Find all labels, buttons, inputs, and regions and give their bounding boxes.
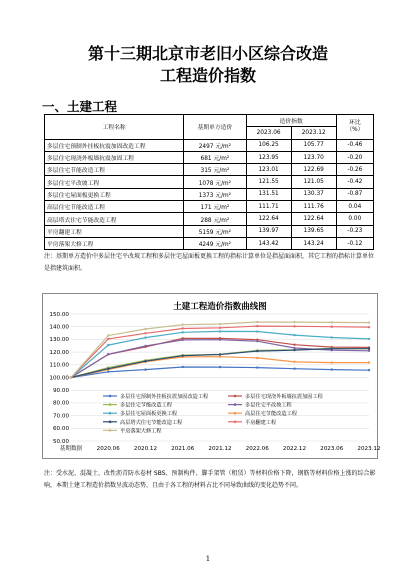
data-point [331,326,333,328]
row-change: -0.87 [336,188,373,200]
data-point [256,321,258,323]
data-point [368,369,370,371]
row-unit-price: 5159 元/m² [184,225,246,237]
table-row [45,225,374,237]
row-name: 多层住宅现浇外板墙抗震加固工程 [45,151,184,163]
y-tick-label: 150.00 [49,311,69,318]
row-index-period-2: 122.69 [291,164,336,176]
data-point [219,327,221,329]
row-unit-price: 4249 元/m² [184,237,246,249]
row-change: -0.20 [336,151,373,163]
row-name: 多层住宅节能改造工程 [45,164,184,176]
data-point [219,338,221,340]
row-index-period-2: 143.24 [291,237,336,249]
data-point [331,321,333,323]
table-footnote: 注：基期单方造价中多层住宅平改坡工程和多层住宅屋面板更换工程的指标计算单位是指屋面面积，其它工程的指标计算单位是指建筑面积。 [44,253,375,272]
data-point [293,368,295,370]
row-unit-price: 681 元/m² [184,151,246,163]
table-row [45,188,374,200]
data-point [256,330,258,332]
row-unit-price: 2497 元/m² [184,139,246,151]
data-point [293,321,295,323]
row-name: 高层塔式住宅节能改造工程 [45,213,184,225]
header-change-label: 环比 [349,119,361,126]
row-index-period-1: 121.55 [246,176,291,188]
legend-marker [109,412,112,415]
table-row [45,176,374,188]
header-period-2: 2023.12 [291,127,336,139]
data-point [293,334,295,336]
data-point [368,326,370,328]
row-change: -0.23 [336,225,373,237]
legend-marker [234,403,237,406]
y-tick-label: 130.00 [49,337,69,344]
row-index-period-2: 111.76 [291,201,336,213]
row-index-period-2: 122.64 [291,213,336,225]
page-number: 1 [205,555,211,563]
header-change-unit: （%） [346,126,364,133]
row-change: -0.26 [336,164,373,176]
data-point [144,336,146,338]
data-point [107,368,109,370]
legend-label: 多层住宅平改坡工程 [245,402,292,409]
legend-marker [234,421,237,424]
row-unit-price: 1373 元/m² [184,188,246,200]
data-point [368,361,370,363]
y-tick-label: 70.00 [52,413,69,420]
data-point [144,332,146,334]
row-change: -0.42 [336,176,373,188]
row-index-period-2: 123.70 [291,151,336,163]
document-title-line2: 工程造价指数 [159,66,256,85]
x-tick-label: 2021.12 [208,446,232,452]
table-row [45,201,374,213]
legend-marker [109,403,112,406]
x-tick-label: 2022.06 [245,446,269,452]
data-point [331,336,333,338]
data-point [219,366,221,368]
legend-label: 多层住宅预制外挂板抗震加固改造工程 [120,394,209,400]
data-point [256,340,258,342]
x-tick-label: 2023.12 [357,446,381,452]
y-tick-label: 90.00 [52,388,69,394]
data-point [368,348,370,350]
row-index-period-1: 106.25 [246,139,291,151]
row-change: -0.12 [336,237,373,249]
legend-label: 多层住宅节能改造工程 [120,402,172,409]
data-point [219,330,221,332]
data-point [256,325,258,327]
data-point [107,344,109,346]
x-tick-label: 基期数据 [59,446,83,452]
header-period-1: 2023.06 [246,127,291,139]
data-point [70,376,72,378]
y-tick-label: 110.00 [49,362,69,369]
data-point [331,361,333,363]
row-change: 0.04 [336,201,373,213]
row-change: 0.00 [336,213,373,225]
row-unit-price: 315 元/m² [184,164,246,176]
y-tick-label: 140.00 [49,324,69,331]
legend-label: 多层住宅现浇外板墙抗震加固工程 [245,394,323,400]
row-index-period-1: 139.97 [246,225,291,237]
y-tick-label: 100.00 [49,375,69,382]
chart-footnote: 注：受水泥、混凝土、改性沥青防水卷材 SBS、预制构件、脚手架管（租赁）等材料价格下降，钢筋等材料价格上涨的综合影响，本期土建工程造价指数呈波动态势，且由于各工程的材料占比不同导致曲线的变化趋势不同。 [44,470,376,489]
header-change [336,115,373,140]
data-point [368,338,370,340]
row-index-period-1: 122.64 [246,213,291,225]
data-point [219,353,221,355]
x-tick-label: 2021.06 [171,446,195,452]
data-point [144,360,146,362]
chart-title: 土建工程造价指数曲线图 [173,302,267,312]
table-row [45,213,374,225]
data-point [182,331,184,333]
legend-marker [109,395,112,398]
table-row [45,151,374,163]
data-point [144,328,146,330]
legend-label: 平房落架大修工程 [120,428,162,435]
data-point [293,325,295,327]
data-point [368,321,370,323]
row-name: 多层住宅平改坡工程 [45,176,184,188]
legend-label: 高层塔式住宅节能改造工程 [120,419,183,426]
row-name: 平房落架大修工程 [45,237,184,249]
table-row [45,237,374,249]
row-index-period-2: 105.77 [291,139,336,151]
legend-marker [234,395,237,398]
data-point [256,350,258,352]
row-index-period-1: 111.71 [246,201,291,213]
data-point [256,357,258,359]
document-title-line1: 第十三期北京市老旧小区综合改造 [87,44,328,63]
row-index-period-2: 130.37 [291,188,336,200]
data-point [331,348,333,350]
data-point [107,338,109,340]
row-index-period-1: 123.95 [246,151,291,163]
x-tick-label: 2020.12 [133,446,158,452]
row-unit-price: 288 元/m² [184,213,246,225]
data-point [182,366,184,368]
data-point [144,345,146,347]
row-name: 多层住宅屋面板更换工程 [45,188,184,200]
legend-label: 高层住宅节能改造工程 [245,411,297,418]
data-point [331,368,333,370]
legend-marker [234,412,237,415]
data-point [107,334,109,336]
row-name: 多层住宅预制外挂板抗震加固改造工程 [45,139,184,151]
row-index-period-2: 139.65 [291,225,336,237]
row-change: -0.46 [336,139,373,151]
price-index-table [44,114,374,250]
legend-label: 平房翻建工程 [245,419,277,426]
index-line-chart [43,294,381,458]
data-point [256,366,258,368]
section-heading: 一、土建工程 [42,99,118,114]
data-point [219,355,221,357]
data-point [182,339,184,341]
header-base-unit-price: 基期单方造价 [184,115,246,140]
data-point [182,323,184,325]
data-point [293,361,295,363]
legend-marker [109,429,112,432]
data-point [107,371,109,373]
data-point [219,323,221,325]
data-point [182,354,184,356]
y-tick-label: 80.00 [52,400,69,407]
data-point [182,327,184,329]
data-point [107,353,109,355]
row-name: 平房翻建工程 [45,225,184,237]
data-point [144,368,146,370]
x-tick-label: 2023.06 [320,446,344,452]
legend-label: 多层住宅屋面板更换工程 [120,411,178,418]
table-row [45,164,374,176]
row-index-period-1: 123.01 [246,164,291,176]
row-name: 高层住宅节能改造工程 [45,201,184,213]
row-unit-price: 171 元/m² [184,201,246,213]
header-price-index: 造价指数 [246,115,336,127]
row-unit-price: 1078 元/m² [184,176,246,188]
x-tick-label: 2020.06 [96,446,120,452]
row-index-period-1: 143.42 [246,237,291,249]
legend-marker [109,421,112,424]
row-index-period-1: 131.51 [246,188,291,200]
y-tick-label: 50.00 [52,438,69,445]
row-index-period-2: 121.05 [291,176,336,188]
y-tick-label: 120.00 [49,349,69,356]
x-tick-label: 2022.12 [282,446,307,452]
table-row [45,139,374,151]
header-project-name: 工程名称 [45,115,184,140]
data-point [293,344,295,346]
data-point [293,349,295,351]
chart-container [42,293,381,459]
y-tick-label: 60.00 [52,426,69,433]
